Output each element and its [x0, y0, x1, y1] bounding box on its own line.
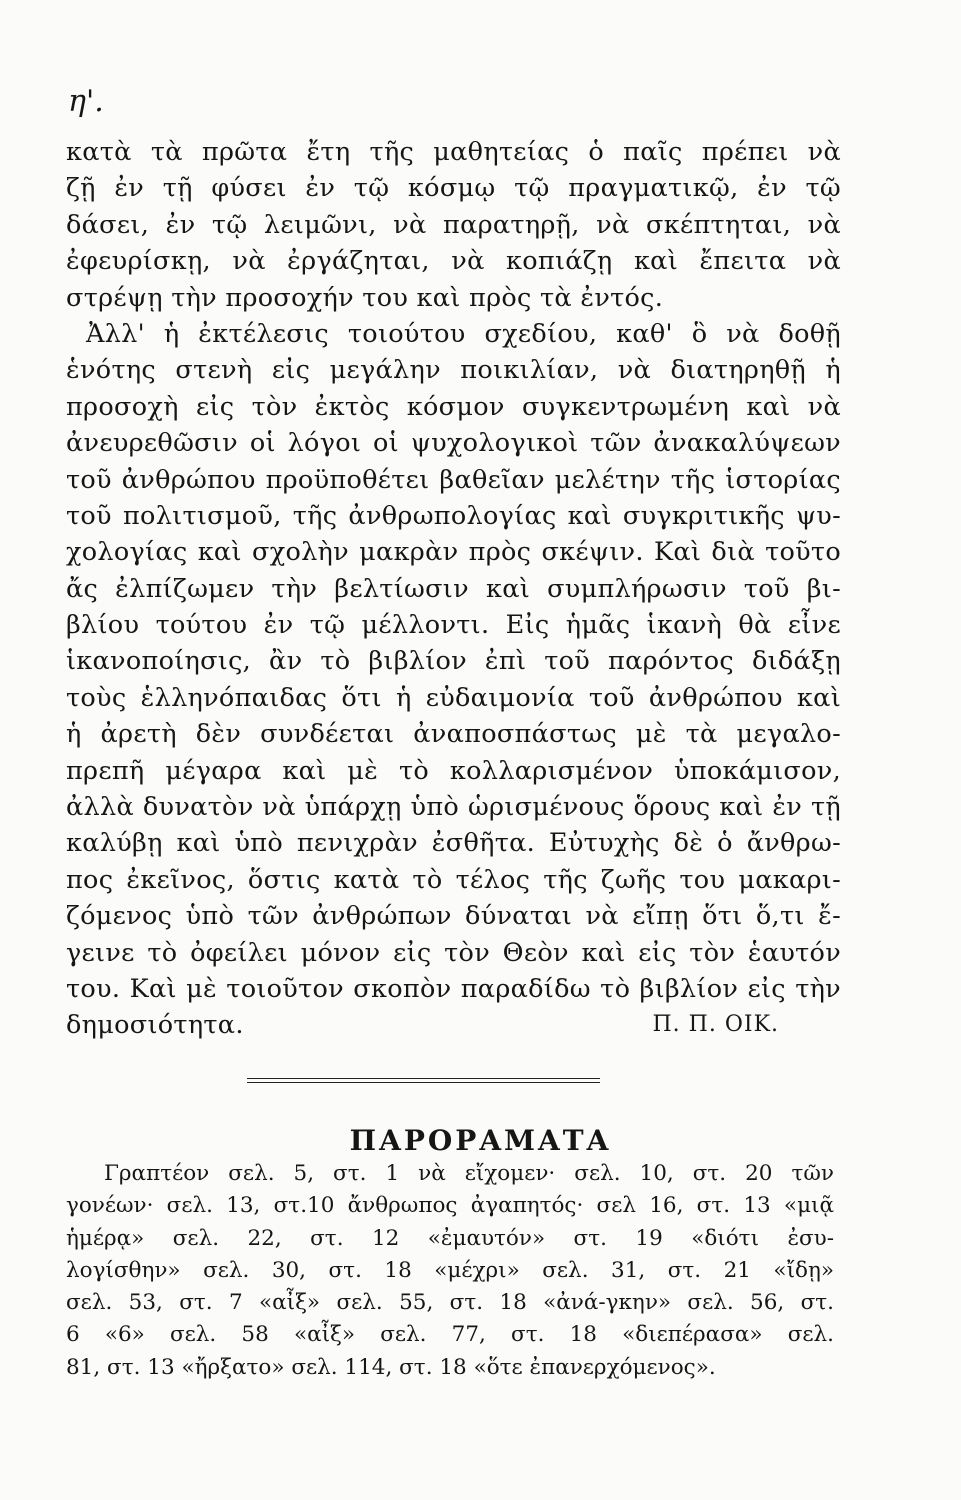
- text-line: του. Καὶ μὲ τοιοῦτον σκοπὸν παραδίδω τὸ βιβλίον εἰς τὴν: [66, 973, 841, 1004]
- closing-word: δημοσιότητα.: [66, 1010, 244, 1041]
- text-line: δάσει, ἐν τῷ λειμῶνι, νὰ παρατηρῇ, νὰ σκέπτηται, νὰ: [66, 209, 841, 240]
- text-line: προσοχὴ εἰς τὸν ἐκτὸς κόσμον συγκεντρωμένη καὶ νὰ: [66, 391, 841, 422]
- text-line: κατὰ τὰ πρῶτα ἔτη τῆς μαθητείας ὁ παῖς πρέπει νὰ: [66, 137, 841, 167]
- text-line: πρεπῆ μέγαρα καὶ μὲ τὸ κολλαρισμένον ὑποκάμισον,: [66, 755, 841, 786]
- divider-rule: [247, 1078, 600, 1079]
- text-line: ἑνότης στενὴ εἰς μεγάλην ποικιλίαν, νὰ διατηρηθῇ ἡ: [66, 355, 841, 386]
- errata-list: [66, 1158, 834, 1384]
- closing-line: [66, 1007, 841, 1043]
- text-line: γεινε τὸ ὀφείλει μόνον εἰς τὸν Θεὸν καὶ εἰς τὸν ἑαυτόν: [66, 937, 841, 968]
- page-number: η'.: [68, 84, 104, 119]
- text-line: ἀνευρεθῶσιν οἱ λόγοι οἱ ψυχολογικοὶ τῶν ἀνακαλύψεων: [66, 428, 841, 459]
- text-line: τοὺς ἑλληνόπαιδας ὅτι ἡ εὐδαιμονία τοῦ ἀνθρώπου καὶ: [66, 682, 841, 713]
- text-line: ἡ ἀρετὴ δὲν συνδέεται ἀναποσπάστως μὲ τὰ μεγαλο-: [66, 719, 841, 750]
- text-line: Ἀλλ' ἡ ἐκτέλεσις τοιούτου σχεδίου, καθ' ὃ νὰ δοθῇ: [86, 318, 841, 349]
- errata-line: γονέων· σελ. 13, στ.10 ἄνθρωπος ἀγαπητός· σελ 16, στ. 13 «μιᾷ: [66, 1193, 834, 1219]
- errata-line: σελ. 53, στ. 7 «αἶξ» σελ. 55, στ. 18 «ἀνά-γκην» σελ. 56, στ.: [66, 1290, 834, 1316]
- text-line: πος ἐκεῖνος, ὅστις κατὰ τὸ τέλος τῆς ζωῆς του μακαρι-: [66, 864, 841, 895]
- text-line: χολογίας καὶ σχολὴν μακρὰν πρὸς σκέψιν. Καὶ διὰ τοῦτο: [66, 537, 841, 568]
- text-line: τοῦ ἀνθρώπου προϋποθέτει βαθεῖαν μελέτην τῆς ἱστορίας: [66, 464, 841, 495]
- text-line: ἐφευρίσκῃ, νὰ ἐργάζηται, νὰ κοπιάζῃ καὶ ἔπειτα νὰ: [66, 246, 841, 277]
- errata-title: ΠΑΡΟΡΑΜΑΤΑ: [349, 1124, 612, 1157]
- errata-line: 6 «6» σελ. 58 «αἶξ» σελ. 77, στ. 18 «διεπέρασα» σελ.: [66, 1322, 834, 1348]
- text-line: βλίου τούτου ἐν τῷ μέλλοντι. Εἰς ἡμᾶς ἱκανὴ θὰ εἶνε: [66, 610, 841, 641]
- errata-line: ἡμέρᾳ» σελ. 22, στ. 12 «ἐμαυτόν» στ. 19 «διότι ἐσυ-: [66, 1225, 834, 1251]
- body-text: [66, 134, 841, 1044]
- author-signature: Π. Π. ΟΙΚ.: [652, 1012, 779, 1038]
- text-line: ἀλλὰ δυνατὸν νὰ ὑπάρχῃ ὑπὸ ὡρισμένους ὅρους καὶ ἐν τῇ: [66, 792, 841, 823]
- text-line: ζῇ ἐν τῇ φύσει ἐν τῷ κόσμῳ τῷ πραγματικῷ, ἐν τῷ: [66, 173, 841, 204]
- divider-rule: [247, 1082, 600, 1083]
- text-line: καλύβῃ καὶ ὑπὸ πενιχρὰν ἐσθῆτα. Εὐτυχὴς δὲ ὁ ἄνθρω-: [66, 828, 841, 859]
- errata-line: 81, στ. 13 «ἤρξατο» σελ. 114, στ. 18 «ὅτε ἐπανερχόμενος».: [66, 1354, 716, 1380]
- text-line: ζόμενος ὑπὸ τῶν ἀνθρώπων δύναται νὰ εἴπῃ ὅτι ὅ,τι ἔ-: [66, 901, 841, 932]
- text-line: ἄς ἐλπίζωμεν τὴν βελτίωσιν καὶ συμπλήρωσιν τοῦ βι-: [66, 573, 841, 604]
- text-line: ἱκανοποίησις, ἂν τὸ βιβλίον ἐπὶ τοῦ παρόντος διδάξῃ: [66, 646, 841, 677]
- errata-line: λογίσθην» σελ. 30, στ. 18 «μέχρι» σελ. 31, στ. 21 «ἴδῃ»: [66, 1257, 834, 1283]
- errata-line: Γραπτέον σελ. 5, στ. 1 νὰ εἴχομεν· σελ. 10, στ. 20 τῶν: [104, 1161, 834, 1186]
- text-line: τοῦ πολιτισμοῦ, τῆς ἀνθρωπολογίας καὶ συγκριτικῆς ψυ-: [66, 500, 841, 531]
- text-line: στρέψῃ τὴν προσοχήν του καὶ πρὸς τὰ ἐντός.: [66, 282, 664, 313]
